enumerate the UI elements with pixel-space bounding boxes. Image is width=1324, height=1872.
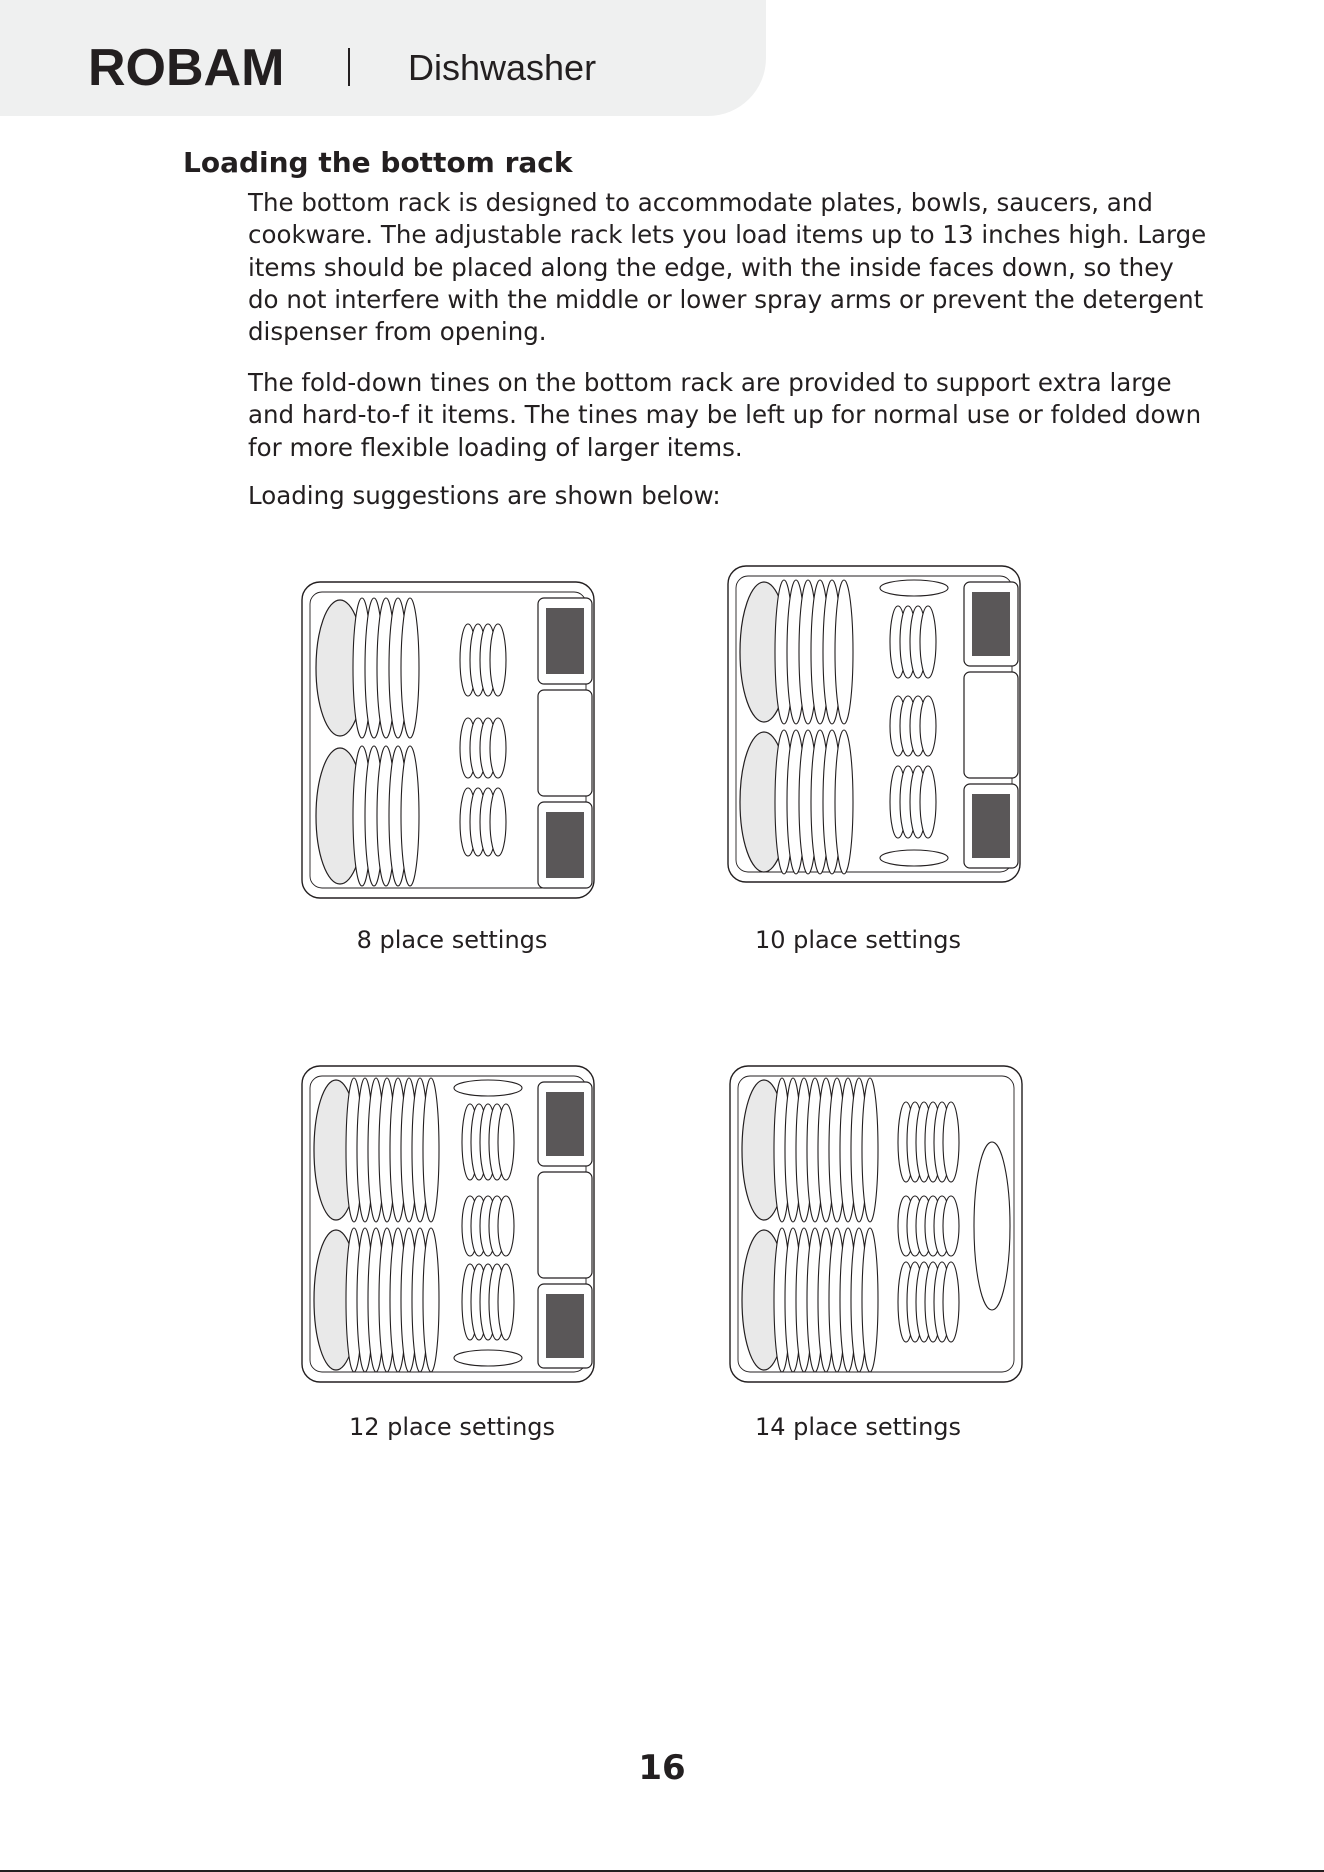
section-title: Loading the bottom rack <box>183 146 573 179</box>
page-number: 16 <box>638 1748 686 1788</box>
rack-illustration-12-settings <box>298 1062 604 1392</box>
caption-12-place-settings: 12 place settings <box>348 1413 556 1441</box>
rack-drawing <box>298 578 604 908</box>
paragraph-loading-suggestions: Loading suggestions are shown below: <box>248 481 721 510</box>
header-product-name: Dishwasher <box>408 47 597 88</box>
rack-illustration-14-settings <box>726 1062 1032 1392</box>
brand-logo: ROBAM <box>88 39 285 97</box>
paragraph-fold-down-tines: The fold-down tines on the bottom rack are provided to support extra large and hard-to-f it items. The tines may be left up for normal use or folded down for more flexible loading of larger items. <box>248 368 1202 462</box>
rack-drawing <box>726 1062 1032 1392</box>
caption-10-place-settings: 10 place settings <box>754 926 962 954</box>
rack-drawing <box>298 1062 604 1392</box>
rack-drawing <box>724 562 1030 892</box>
rack-illustration-10-settings <box>724 562 1030 892</box>
rack-illustration-8-settings <box>298 578 604 908</box>
header-divider <box>348 48 350 86</box>
paragraph-rack-description: The bottom rack is designed to accommodate plates, bowls, saucers, and cookware. The adjustable rack lets you load items up to 13 inches high. Large items should be placed along the edge, with the inside faces down, so they do not interfere with the middle or lower spray arms or prevent the detergent dispenser from opening. <box>248 188 1207 347</box>
caption-8-place-settings: 8 place settings <box>356 926 548 954</box>
caption-14-place-settings: 14 place settings <box>754 1413 962 1441</box>
